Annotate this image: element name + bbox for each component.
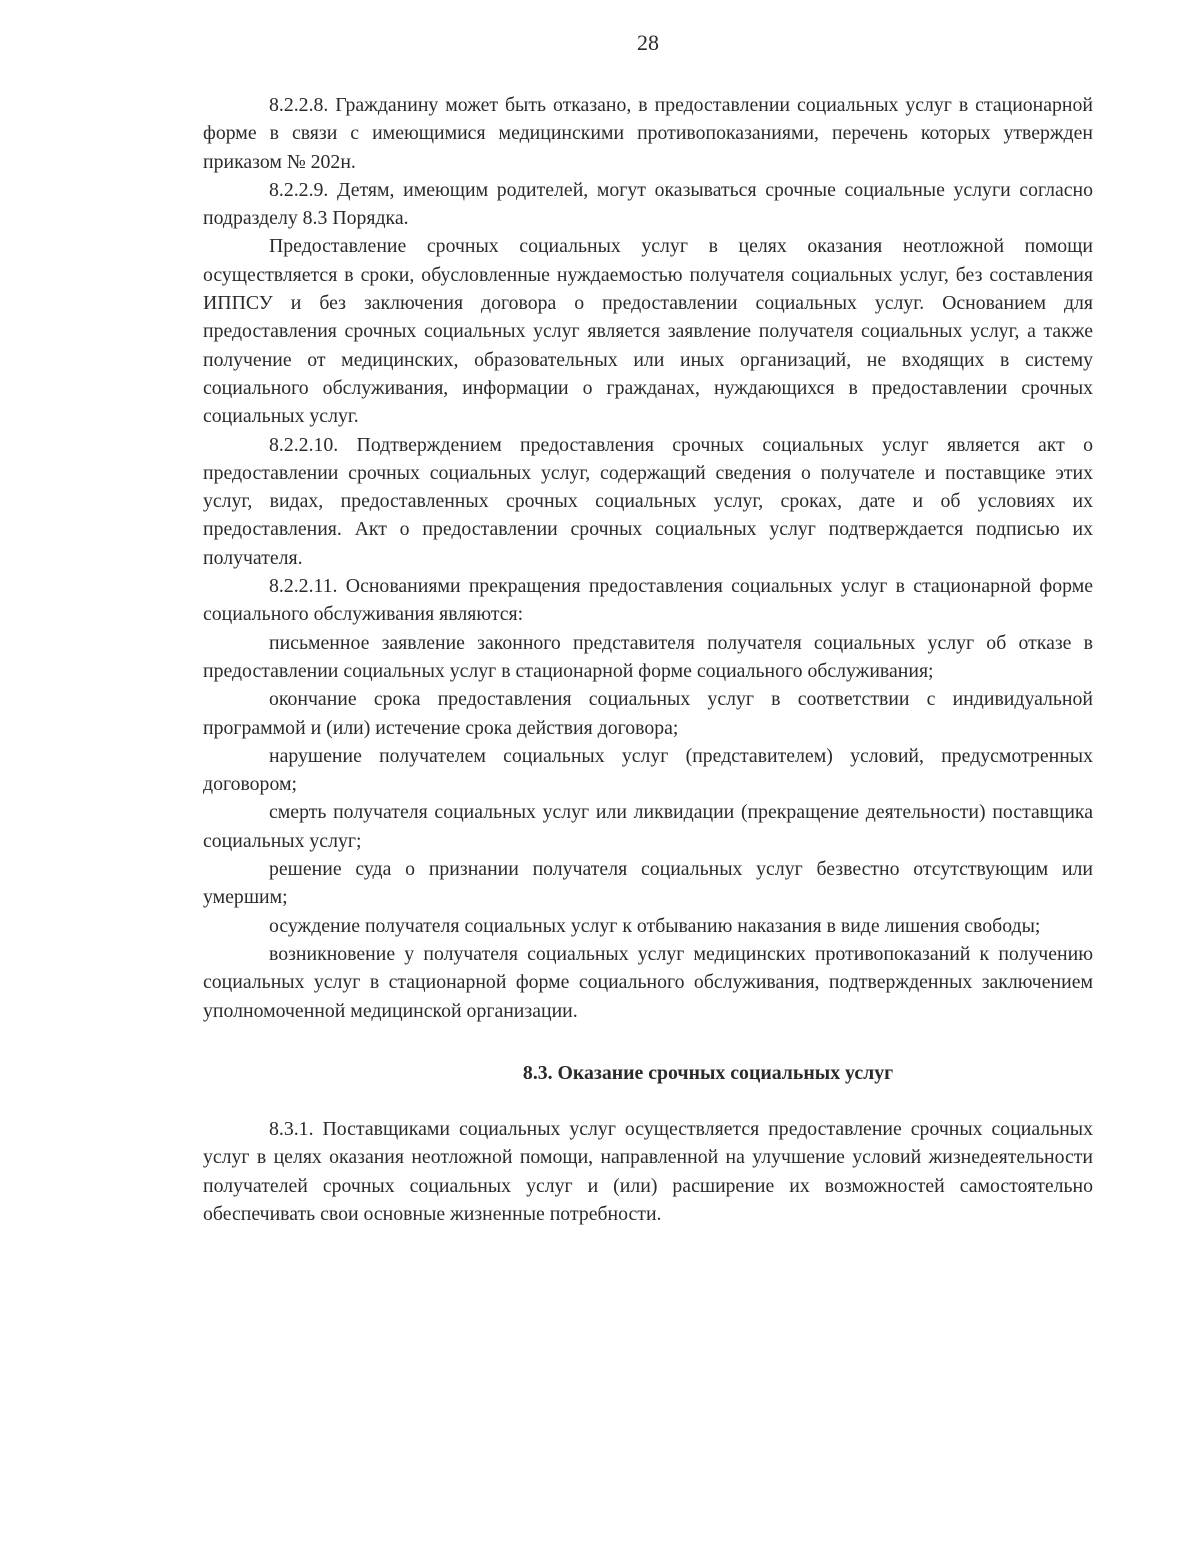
section-heading: 8.3. Оказание срочных социальных услуг (522, 1061, 894, 1084)
paragraph-8-2-2-8: 8.2.2.8. Гражданину может быть отказано, в предоставлении социальных услуг в стационарной форме в связи с имеющимися медицинскими противопоказаниями, перечень которых утвержден приказом № 202н. (203, 94, 1093, 173)
paragraph-8-2-2-11: 8.2.2.11. Основаниями прекращения предоставления социальных услуг в стационарной форме социального обслуживания являются: (203, 575, 1093, 626)
paragraph-urgent-services: Предоставление срочных социальных услуг в целях оказания неотложной помощи осуществляется в сроки, обусловленные нуждаемостью получателя социальных услуг, без составления ИППСУ и без заключения договора о предоставлении социальных услуг. Основанием для предоставления срочных социальных услуг является заявление получателя социальных услуг, а также получение от медицинских, образовательных или иных организаций, не входящих в систему социального обслуживания, информации о гражданах, нуждающихся в предоставлении срочных социальных услуг. (203, 235, 1093, 428)
list-item-contract-violation: нарушение получателем социальных услуг (представителем) условий, предусмотренных договором; (203, 744, 1093, 796)
page-number: 28 (637, 30, 659, 55)
paragraph-8-2-2-10: 8.2.2.10. Подтверждением предоставления срочных социальных услуг является акт о предоставлении срочных социальных услуг, содержащий сведения о получателе и поставщике этих услуг, видах, предоставленных срочных социальных услуг, сроках, дате и об условиях их предоставления. Акт о предоставлении срочных социальных услуг подтверждается подписью их получателя. (203, 433, 1093, 569)
list-item-medical-contraindications: возникновение у получателя социальных услуг медицинских противопоказаний к получению социальных услуг в стационарной форме социального обслуживания, подтвержденных заключением уполномоченной медицинской организации. (203, 942, 1093, 1022)
list-item-court-decision: решение суда о признании получателя социальных услуг безвестно отсутствующим или умершим; (203, 858, 1093, 909)
list-item-term-expiry: окончание срока предоставления социальных услуг в соответствии с индивидуальной программой и (или) истечение срока действия договора; (203, 688, 1093, 739)
list-item-death-or-liquidation: смерть получателя социальных услуг или ликвидации (прекращение деятельности) поставщика социальных услуг; (203, 801, 1093, 852)
document-body (203, 91, 1093, 1228)
list-item-written-statement: письменное заявление законного представителя получателя социальных услуг об отказе в предоставлении социальных услуг в стационарной форме социального обслуживания; (203, 631, 1093, 682)
paragraph-8-3-1: 8.3.1. Поставщиками социальных услуг осуществляется предоставление срочных социальных услуг в целях оказания неотложной помощи, направленной на улучшение условий жизнедеятельности получателей срочных социальных услуг и (или) расширение их возможностей самостоятельно обеспечивать свои основные жизненные потребности. (203, 1118, 1093, 1225)
list-item-conviction: осуждение получателя социальных услуг к отбыванию наказания в виде лишения свободы; (269, 914, 1041, 937)
paragraph-8-2-2-9: 8.2.2.9. Детям, имеющим родителей, могут оказываться срочные социальные услуги согласно подразделу 8.3 Порядка. (203, 178, 1093, 230)
